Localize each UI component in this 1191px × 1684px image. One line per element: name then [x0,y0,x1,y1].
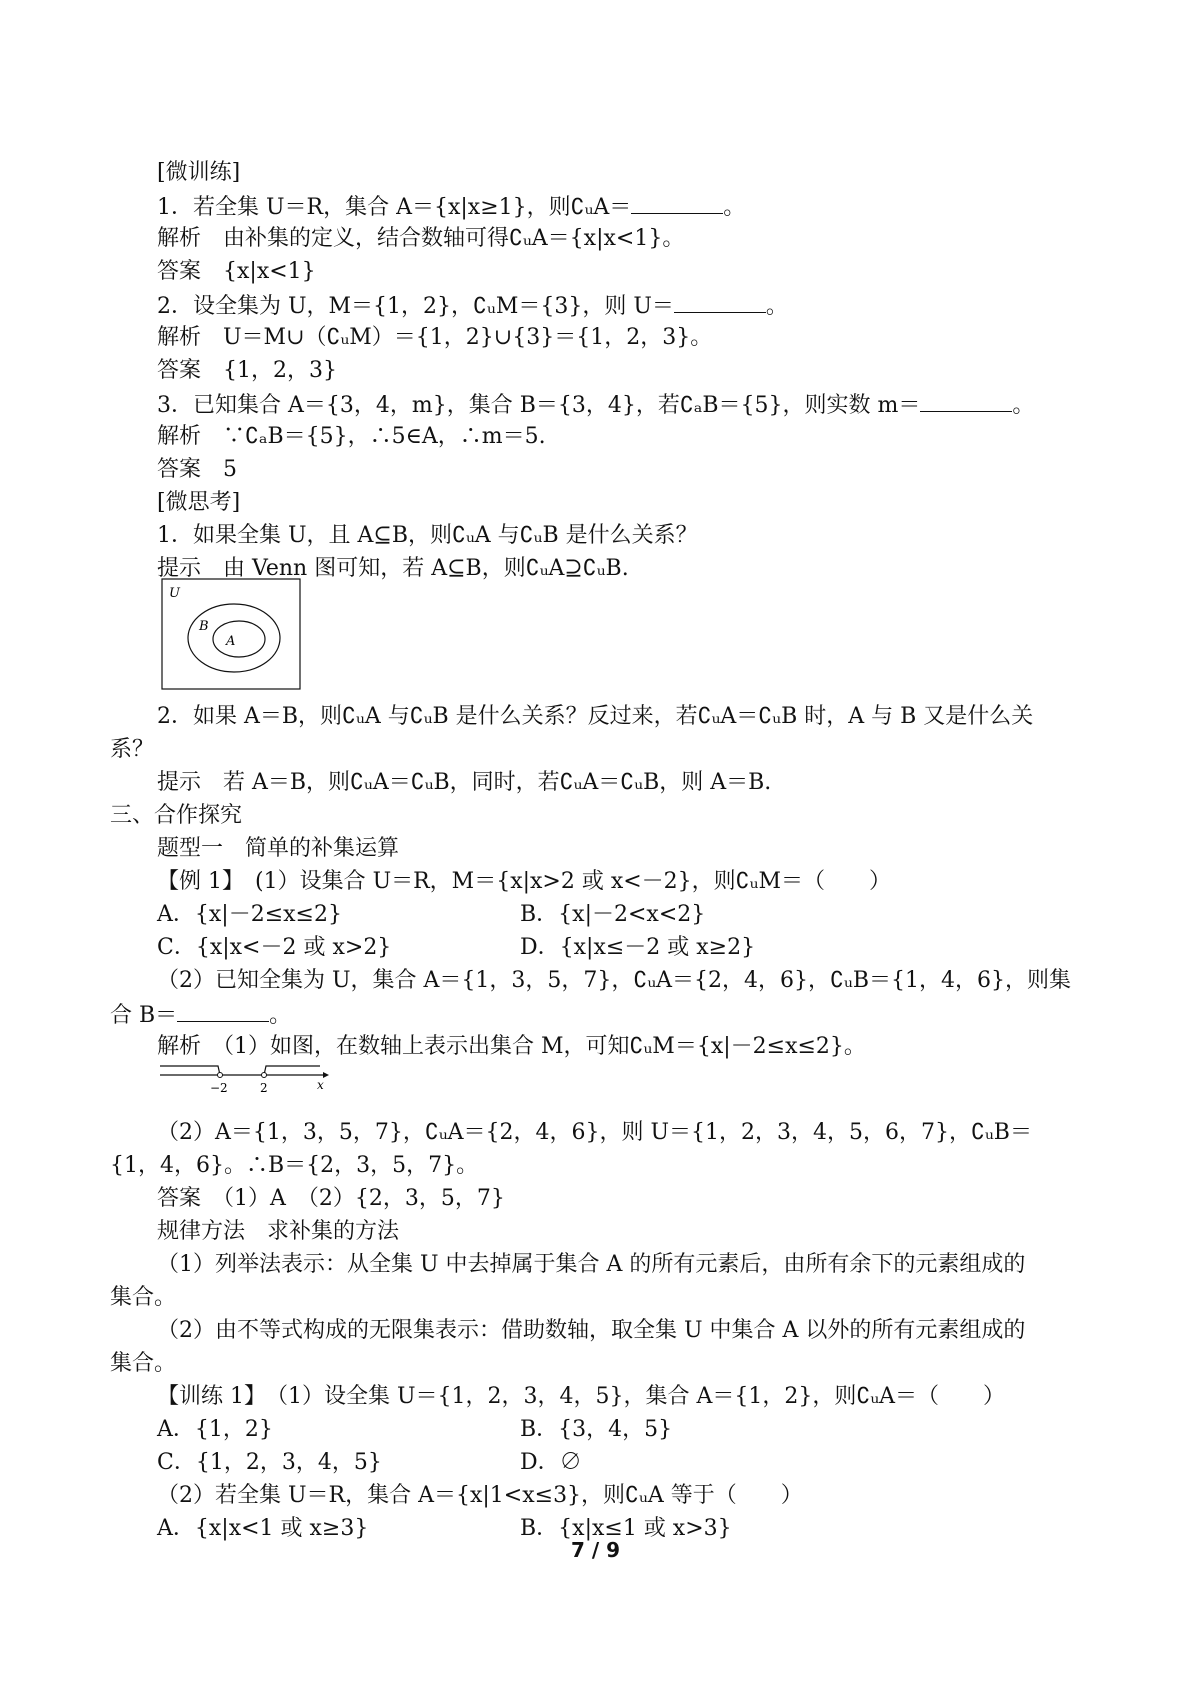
example-1-answer: 答案 （1）A （2）{2，3，5，7} [157,1186,505,1211]
page-number: 7 / 9 [570,1538,621,1562]
training-1-part-2: （2）若全集 U＝R，集合 A＝{x|1<x≤3}，则∁ᵤA 等于（ ） [157,1483,803,1508]
section-label-micro-training: [微训练] [157,160,241,185]
venn-label-u: U [169,586,180,601]
hint-1: 提示 由 Venn 图可知，若 A⊆B，则∁ᵤA⊇∁ᵤB. [157,556,629,581]
training-option-b: B．{3，4，5} [520,1417,673,1442]
venn-label-a: A [226,634,236,649]
open-point-2 [262,1073,267,1078]
tick-label-2: 2 [260,1081,268,1095]
option-b: B．{x|－2<x<2} [520,902,706,927]
analysis-2: 解析 U＝M∪（∁ᵤM）＝{1，2}∪{3}＝{1，2，3}。 [157,325,713,350]
example-1-part-2: （2）已知全集为 U，集合 A＝{1，3，5，7}，∁ᵤA＝{2，4，6}，∁ᵤB＝{1，4，6}，则集 [157,968,1071,993]
method-2: （2）由不等式构成的无限集表示：借助数轴，取全集 U 中集合 A 以外的所有元素组成的 [157,1318,1026,1343]
example-1-part-2-cont: 合 B＝ 。 [110,999,291,1031]
example-1-analysis-2: （2）A＝{1，3，5，7}，∁ᵤA＝{2，4，6}，则 U＝{1，2，3，4，5，6，7}，∁ᵤB＝ [157,1120,1032,1145]
option-a: A．{x|－2≤x≤2} [157,902,342,927]
axis-label-x: x [317,1078,324,1092]
number-line-left-ray [160,1066,220,1075]
answer-blank[interactable] [674,290,766,313]
method-2-cont: 集合。 [110,1351,177,1376]
thinking-question-1: 1．如果全集 U，且 A⊆B，则∁ᵤA 与∁ᵤB 是什么关系？ [157,523,698,548]
answer-blank[interactable] [631,191,723,214]
answer-2: 答案 {1，2，3} [157,358,337,383]
answer-1: 答案 {x|x<1} [157,259,316,284]
analysis-3: 解析 ∵∁ₐB＝{5}，∴5∈A，∴m＝5. [157,424,546,449]
option-c: C．{x|x<－2 或 x>2} [157,935,392,960]
analysis-1: 解析 由补集的定义，结合数轴可得∁ᵤA＝{x|x<1}。 [157,226,685,251]
training-option-a: A．{1，2} [157,1417,273,1442]
question-3: 3．已知集合 A＝{3，4，m}，集合 B＝{3，4}，若∁ₐB＝{5}，则实数 m＝ 。 [157,389,1034,421]
question-1: 1．若全集 U＝R，集合 A＝{x|x≥1}，则∁ᵤA＝ 。 [157,191,745,223]
method-heading: 规律方法 求补集的方法 [157,1219,400,1244]
training-option-c: C．{1，2，3，4，5} [157,1450,382,1475]
open-point-neg2 [218,1073,223,1078]
number-line-arrow [323,1072,329,1078]
answer-blank[interactable] [920,389,1012,412]
hint-2: 提示 若 A＝B，则∁ᵤA＝∁ᵤB，同时，若∁ᵤA＝∁ᵤB，则 A＝B. [157,770,772,795]
section-label-micro-thinking: [微思考] [157,490,241,515]
training-2-option-b: B．{x|x≤1 或 x>3} [520,1516,732,1541]
venn-set-a [213,621,265,657]
training-1-part-1: 【训练 1】 （1）设全集 U＝{1，2，3，4，5}，集合 A＝{1，2}，则∁ᵤA＝（ ） [157,1384,1006,1409]
thinking-question-2-cont: 系？ [110,737,155,762]
thinking-question-2: 2．如果 A＝B，则∁ᵤA 与∁ᵤB 是什么关系？反过来，若∁ᵤA＝∁ᵤB 时，A 与 B 又是什么关 [157,704,1034,729]
example-1-analysis: 解析 （1）如图，在数轴上表示出集合 M，可知∁ᵤM＝{x|－2≤x≤2}。 [157,1034,866,1059]
method-1-cont: 集合。 [110,1285,177,1310]
answer-3: 答案 5 [157,457,237,482]
example-1-analysis-2-cont: {1，4，6}。∴B＝{2，3，5，7}。 [110,1153,479,1178]
number-line [158,1058,333,1098]
venn-label-b: B [199,619,209,634]
answer-blank[interactable] [177,999,269,1022]
section-heading-cooperative: 三、合作探究 [110,803,243,828]
option-d: D．{x|x≤－2 或 x≥2} [520,935,756,960]
number-line-right-ray [264,1066,320,1075]
training-2-option-a: A．{x|x<1 或 x≥3} [157,1516,369,1541]
method-1: （1）列举法表示：从全集 U 中去掉属于集合 A 的所有元素后，由所有余下的元素组成的 [157,1252,1026,1277]
question-2: 2．设全集为 U，M＝{1，2}，∁ᵤM＝{3}，则 U＝ 。 [157,290,788,322]
venn-diagram [161,578,301,690]
training-option-d: D．∅ [520,1450,582,1475]
example-1-part-1: 【例 1】 (1）设集合 U＝R，M＝{x|x>2 或 x<－2}，则∁ᵤM＝（ ） [157,869,891,894]
topic-heading: 题型一 简单的补集运算 [157,836,400,861]
tick-label-neg2: −2 [210,1081,228,1095]
